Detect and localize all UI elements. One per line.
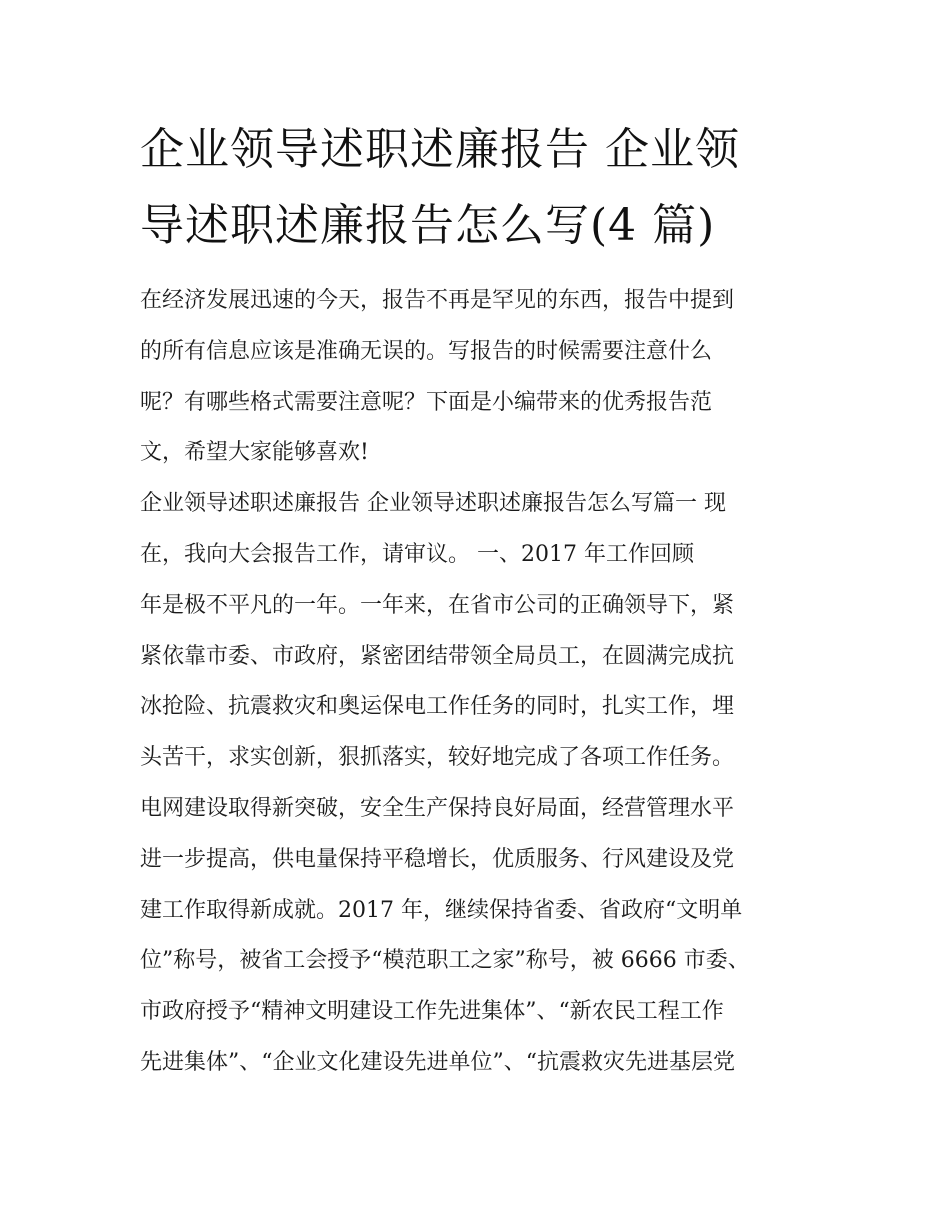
body-line: 企业领导述职述廉报告 企业领导述职述廉报告怎么写篇一 现 (140, 491, 726, 517)
body-line: 在经济发展迅速的今天，报告不再是罕见的东西，报告中提到 (140, 288, 735, 313)
body-line: 在，我向大会报告工作，请审议。 一、2017 年工作回顾 (140, 541, 694, 567)
title-line: 企业领导述职述廉报告 企业领 (140, 124, 740, 175)
document-title (140, 112, 820, 264)
body-line: 进一步提高，供电量保持平稳增长，优质服务、行风建设及党 (140, 846, 735, 872)
title-line: 导述职述廉报告怎么写(4 篇) (140, 200, 716, 251)
body-line: 呢？有哪些格式需要注意呢？下面是小编带来的优秀报告范 (140, 389, 713, 415)
body-line: 年是极不平凡的一年。一年来，在省市公司的正确领导下，紧 (140, 592, 735, 618)
body-line: 冰抢险、抗震救灾和奥运保电工作任务的同时，扎实工作，埋 (140, 694, 735, 720)
body-line: 的所有信息应该是准确无误的。写报告的时候需要注意什么 (140, 338, 713, 364)
body-line: 先进集体”、“企业文化建设先进单位”、“抗震救灾先进基层党 (140, 1049, 735, 1075)
body-line: 市政府授予“精神文明建设工作先进集体”、“新农民工程工作 (140, 999, 724, 1025)
body-line: 紧依靠市委、市政府，紧密团结带领全局员工，在圆满完成抗 (140, 643, 735, 669)
body-line: 电网建设取得新突破，安全生产保持良好局面，经营管理水平 (140, 795, 735, 821)
body-line: 位”称号，被省工会授予“模范职工之家”称号，被 6666 市委、 (140, 948, 750, 974)
body-line: 头苦干，求实创新，狠抓落实，较好地完成了各项工作任务。 (140, 745, 735, 771)
body-line: 文，希望大家能够喜欢! (140, 440, 369, 466)
document-body (140, 276, 820, 1089)
body-line: 建工作取得新成就。2017 年，继续保持省委、省政府“文明单 (140, 897, 743, 923)
